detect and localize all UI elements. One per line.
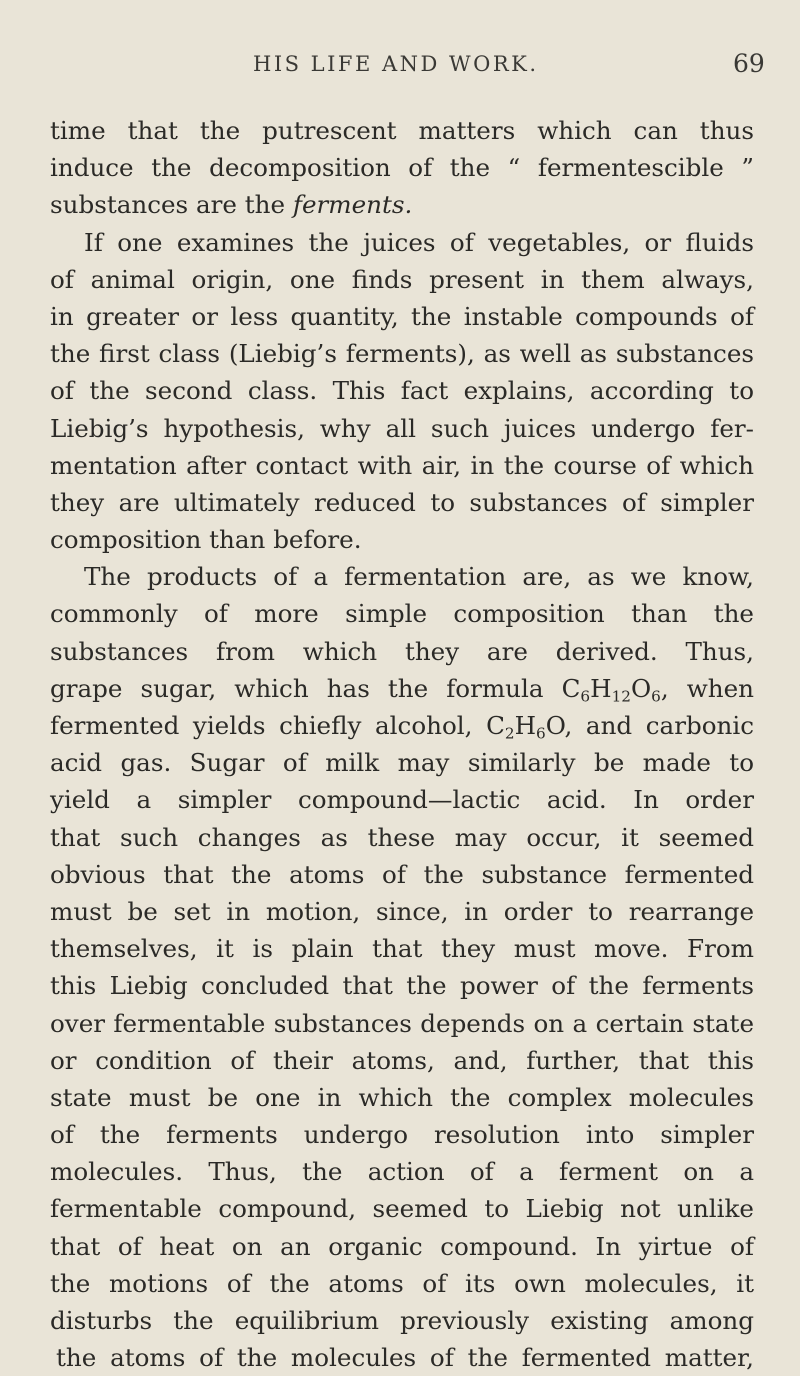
text-line: molecules. Thus, the action of a ferment on a xyxy=(50,1157,754,1187)
text-line: mentation after contact with air, in the course of which xyxy=(50,450,754,480)
subscript: 6 xyxy=(651,687,661,706)
subscript: 12 xyxy=(611,687,631,706)
text-line: that of heat on an organic compound. In yirtue of xyxy=(50,1231,754,1261)
text-line: Liebig’s hypothesis, why all such juices undergo fer- xyxy=(50,413,754,443)
text-line: yield a simpler compound—lactic acid. In order xyxy=(50,785,754,815)
text-line: fermentable compound, seemed to Liebig not unlike xyxy=(50,1194,754,1224)
text-line: time that the putrescent matters which can thus xyxy=(50,116,754,145)
text-line: the atoms of the molecules of the fermented matter, xyxy=(56,1343,754,1373)
text-run: grape sugar, which has the formula C xyxy=(50,673,581,703)
text-run: H xyxy=(590,673,612,703)
text-line: obvious that the atoms of the substance fermented xyxy=(50,859,754,889)
text-line xyxy=(50,186,754,223)
text-line: state must be one in which the complex molecules xyxy=(50,1082,754,1112)
subscript: 6 xyxy=(536,724,546,743)
italic-term: ferments. xyxy=(292,190,413,220)
body-text xyxy=(50,112,754,1376)
running-head: HIS LIFE AND WORK. xyxy=(253,52,539,76)
text-line: acid gas. Sugar of milk may similarly be made to xyxy=(50,748,754,778)
text-line: over fermentable substances depends on a certain state xyxy=(50,1008,754,1038)
text-line: disturbs the equilibrium previously existing among xyxy=(50,1306,754,1335)
formula-line xyxy=(50,707,754,744)
text-run: H xyxy=(514,711,537,740)
page-number: 69 xyxy=(733,49,765,78)
formula-line xyxy=(50,670,754,707)
text-line: induce the decomposition of the “ fermentescible ” xyxy=(50,153,754,183)
text-line: the first class (Liebig’s ferments), as well as substances xyxy=(50,339,754,369)
text-line: that such changes as these may occur, it seemed xyxy=(50,822,754,852)
text-line: substances from which they are derived. Thus, xyxy=(50,636,754,666)
paragraph-start-line: If one examines the juices of vegetables, or fluids xyxy=(84,227,754,257)
text-line: of animal origin, one finds present in them always, xyxy=(50,264,754,294)
text-run: substances are the xyxy=(50,190,293,220)
text-line: of the ferments undergo resolution into simpler xyxy=(50,1120,754,1150)
subscript: 2 xyxy=(504,724,515,743)
text-run: O, and carbonic xyxy=(545,711,754,740)
text-line: the motions of the atoms of its own molecules, it xyxy=(50,1268,754,1298)
text-line: or condition of their atoms, and, further, that this xyxy=(50,1045,754,1075)
text-run: O xyxy=(630,673,652,703)
text-run: fermented yields chiefly alcohol, C xyxy=(50,711,505,740)
text-line: commonly of more simple composition than the xyxy=(50,599,754,629)
subscript: 6 xyxy=(580,687,591,706)
text-line: composition than before. xyxy=(50,525,362,555)
paragraph-start-line: The products of a fermentation are, as we know, xyxy=(84,562,754,592)
text-line: in greater or less quantity, the instable compounds of xyxy=(50,301,754,331)
text-line: themselves, it is plain that they must move. From xyxy=(50,934,754,964)
text-line: this Liebig concluded that the power of the ferments xyxy=(50,971,754,1001)
page-header xyxy=(0,49,800,92)
text-line: must be set in motion, since, in order to rearrange xyxy=(50,896,754,926)
text-line: of the second class. This fact explains, according to xyxy=(50,376,754,406)
text-run: , when xyxy=(660,673,755,703)
text-line: they are ultimately reduced to substances of simpler xyxy=(50,487,754,517)
